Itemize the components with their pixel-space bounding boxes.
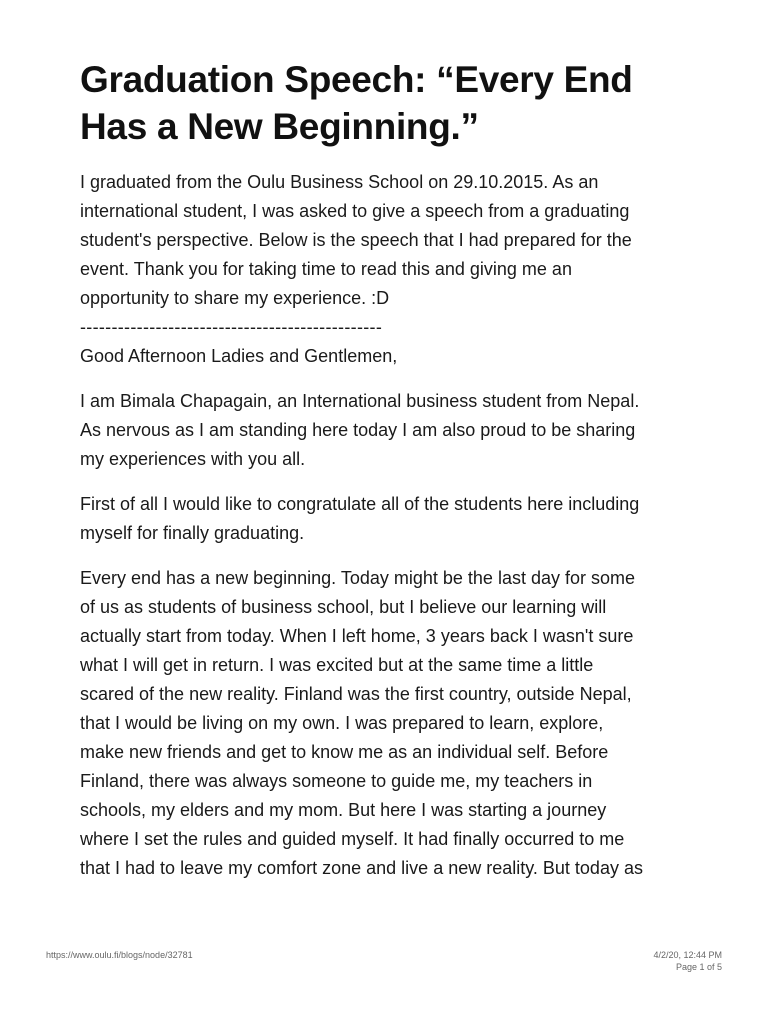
paragraph-line: that I would be living on my own. I was prepared to learn, explore,: [80, 713, 604, 733]
paragraph-congratulations: [80, 490, 690, 548]
paragraph-line: As nervous as I am standing here today I am also proud to be sharing: [80, 420, 636, 440]
intro-line: event. Thank you for taking time to read this and giving me an: [80, 259, 572, 279]
page-title: [80, 56, 700, 150]
paragraph-line: I am Bimala Chapagain, an International business student from Nepal.: [80, 391, 640, 411]
paragraph-line: Finland, there was always someone to guide me, my teachers in: [80, 771, 593, 791]
paragraph-line: Every end has a new beginning. Today might be the last day for some: [80, 568, 636, 588]
paragraph-line: make new friends and get to know me as an individual self. Before: [80, 742, 609, 762]
paragraph-line: my experiences with you all.: [80, 449, 306, 469]
paragraph-new-beginning: [80, 564, 690, 883]
greeting: Good Afternoon Ladies and Gentlemen,: [80, 346, 398, 366]
footer-timestamp: 4/2/20, 12:44 PM: [653, 950, 722, 960]
footer-meta: [653, 949, 722, 973]
paragraph-line: that I had to leave my comfort zone and live a new reality. But today as: [80, 858, 643, 878]
paragraph-introduction: [80, 387, 690, 474]
paragraph-line: of us as students of business school, but I believe our learning will: [80, 597, 607, 617]
title-line-2: Has a New Beginning.”: [80, 106, 479, 147]
paragraph-line: actually start from today. When I left home, 3 years back I wasn't sure: [80, 626, 634, 646]
article-body: [80, 168, 690, 883]
paragraph-line: myself for finally graduating.: [80, 523, 305, 543]
dashed-divider: ------------------------------------------------: [80, 317, 383, 337]
footer-page-number: Page 1 of 5: [675, 962, 722, 972]
paragraph-line: where I set the rules and guided myself. It had finally occurred to me: [80, 829, 625, 849]
paragraph-line: what I will get in return. I was excited but at the same time a little: [80, 655, 594, 675]
title-line-1: Graduation Speech: “Every End: [80, 59, 633, 100]
paragraph-line: scared of the new reality. Finland was the first country, outside Nepal,: [80, 684, 632, 704]
intro-line: opportunity to share my experience. :D: [80, 288, 390, 308]
intro-line: student's perspective. Below is the speech that I had prepared for the: [80, 230, 632, 250]
intro-line: international student, I was asked to give a speech from a graduating: [80, 201, 630, 221]
footer-url: https://www.oulu.fi/blogs/node/32781: [46, 950, 193, 960]
intro-line: I graduated from the Oulu Business School on 29.10.2015. As an: [80, 172, 599, 192]
paragraph-line: First of all I would like to congratulate all of the students here including: [80, 494, 640, 514]
paragraph-line: schools, my elders and my mom. But here I was starting a journey: [80, 800, 607, 820]
intro-paragraph: [80, 168, 690, 313]
